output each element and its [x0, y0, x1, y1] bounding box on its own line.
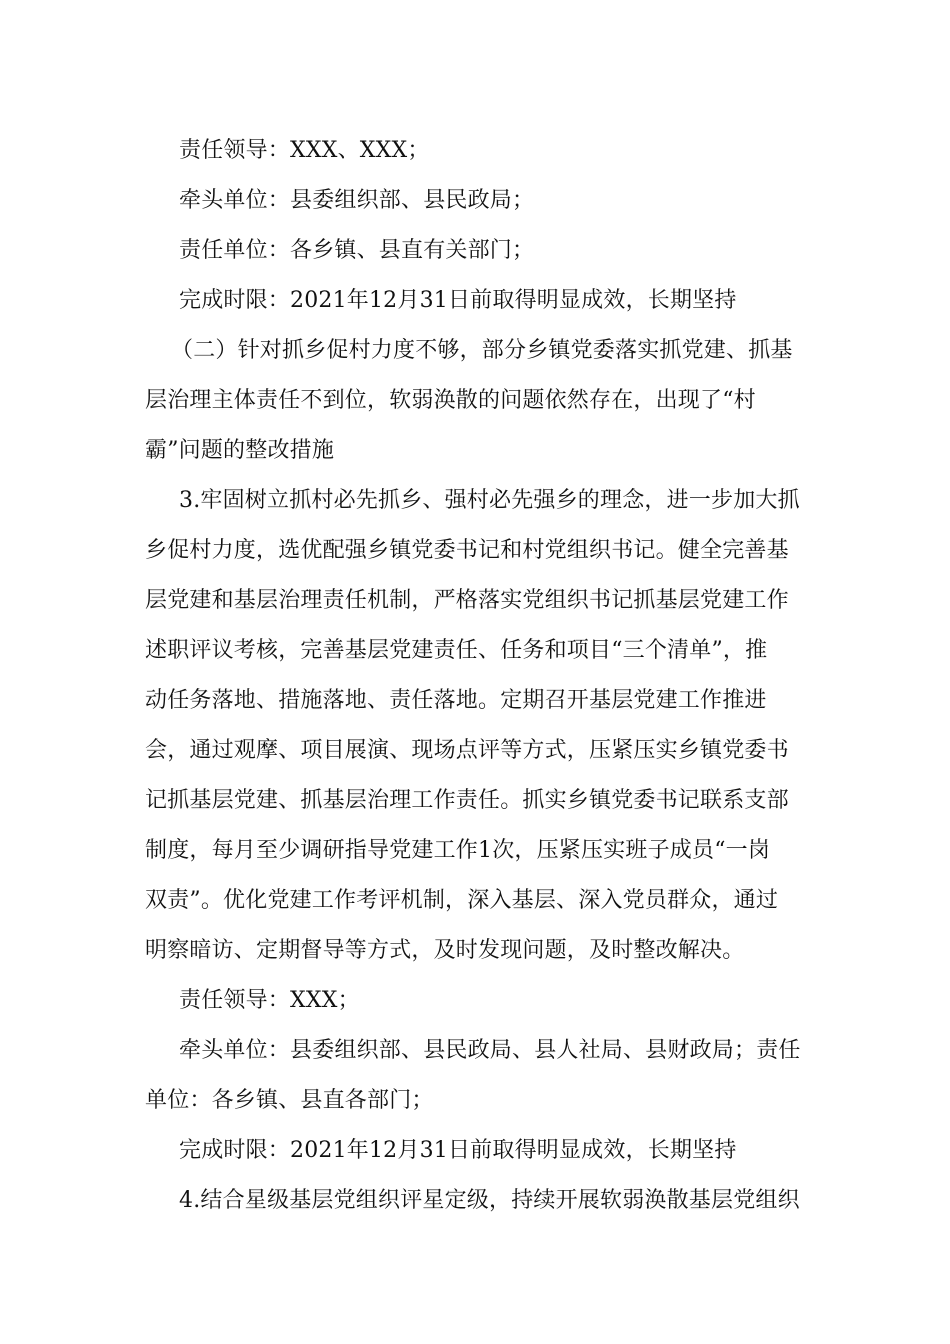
measure-paragraph-line: 层党建和基层治理责任机制，严格落实党组织书记抓基层党建工作 [145, 588, 789, 613]
section-heading-line: 层治理主体责任不到位，软弱涣散的问题依然存在，出现了“村 [145, 388, 756, 413]
measure-paragraph-line: 会，通过观摩、项目展演、现场点评等方式，压紧压实乡镇党委书 [145, 738, 789, 763]
deadline-line: 完成时限：2021年12月31日前取得明显成效，长期坚持 [179, 288, 737, 313]
document-body [145, 126, 810, 1226]
measure-paragraph-line: 乡促村力度，选优配强乡镇党委书记和村党组织书记。健全完善基 [145, 538, 789, 563]
measure-paragraph-line: 记抓基层党建、抓基层治理工作责任。抓实乡镇党委书记联系支部 [145, 788, 789, 813]
lead-unit-line: 牵头单位：县委组织部、县民政局； [179, 188, 535, 213]
responsible-unit-line: 责任单位：各乡镇、县直有关部门； [179, 238, 535, 263]
measure-paragraph-line: 双责”。优化党建工作考评机制，深入基层、深入党员群众，通过 [145, 888, 779, 913]
measure-paragraph-line: 述职评议考核，完善基层党建责任、任务和项目“三个清单”，推 [145, 638, 768, 663]
measure-paragraph-line: 动任务落地、措施落地、责任落地。定期召开基层党建工作推进 [145, 688, 767, 713]
section-heading-line: 霸”问题的整改措施 [145, 438, 335, 463]
measure-paragraph-line: 4.结合星级基层党组织评星定级，持续开展软弱涣散基层党组织 [179, 1188, 800, 1213]
measure-paragraph-line: 3.牢固树立抓村必先抓乡、强村必先强乡的理念，进一步加大抓 [179, 488, 800, 513]
deadline-line: 完成时限：2021年12月31日前取得明显成效，长期坚持 [179, 1138, 737, 1163]
responsible-leader-line: 责任领导：XXX、XXX； [179, 138, 430, 163]
measure-paragraph-line: 明察暗访、定期督导等方式，及时发现问题，及时整改解决。 [145, 938, 745, 963]
responsible-leader-line: 责任领导：XXX； [179, 988, 360, 1013]
lead-unit-line: 牵头单位：县委组织部、县民政局、县人社局、县财政局；责任 [179, 1038, 801, 1063]
section-heading-line: （二）针对抓乡促村力度不够，部分乡镇党委落实抓党建、抓基 [171, 338, 793, 363]
lead-unit-line: 单位：各乡镇、县直各部门； [145, 1088, 434, 1113]
measure-paragraph-line: 制度，每月至少调研指导党建工作1次，压紧压实班子成员“一岗 [145, 838, 771, 863]
